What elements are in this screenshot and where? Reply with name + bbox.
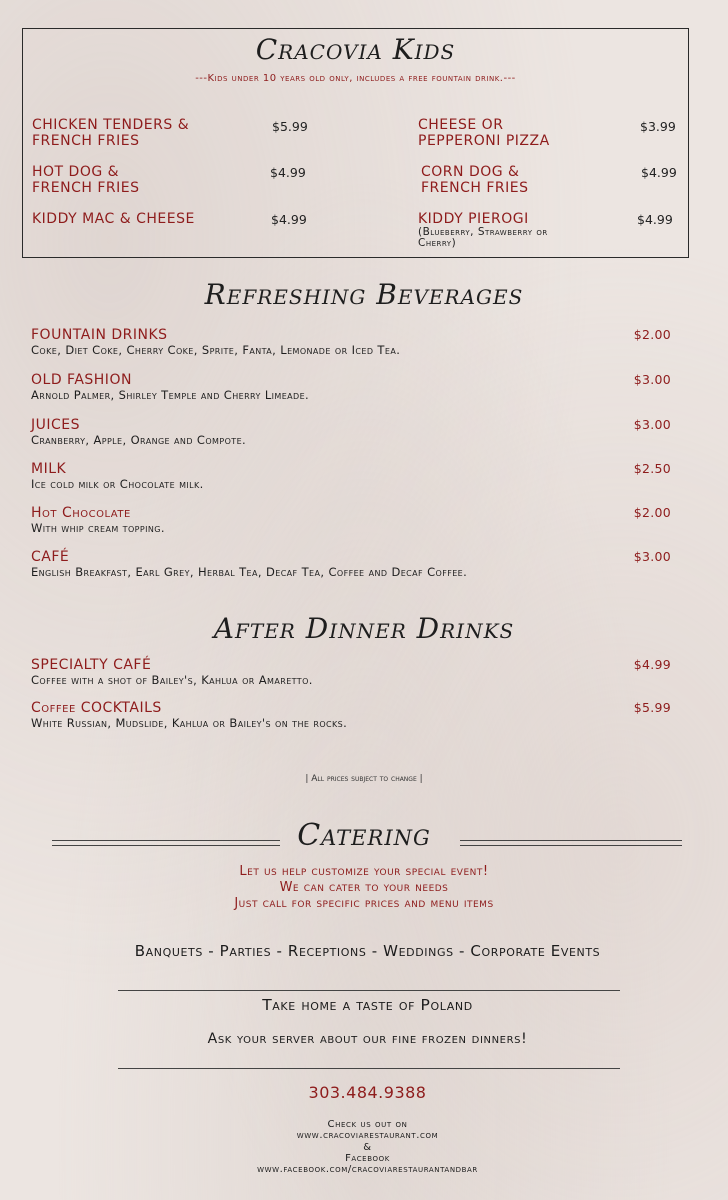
beverage-name: MILK (31, 461, 67, 477)
catering-line: Let us help customize your special event! (239, 864, 489, 879)
beverage-desc: Arnold Palmer, Shirley Temple and Cherry Limeade. (31, 388, 310, 402)
beverage-name: CAFÉ (31, 549, 70, 565)
kids-item-name: CORN DOG & (421, 164, 520, 180)
facebook-link[interactable]: www.facebook.com/cracoviarestaurantandbar (257, 1164, 478, 1175)
beverage-item (31, 461, 671, 491)
after-dinner-section-title: After Dinner Drinks (213, 612, 515, 645)
frozen-dinners-note: Ask your server about our fine frozen dinners! (207, 1031, 528, 1047)
kids-item-name: HOT DOG & (32, 164, 120, 180)
beverage-desc: English Breakfast, Earl Grey, Herbal Tea, Decaf Tea, Coffee and Decaf Coffee. (31, 565, 468, 579)
after-dinner-desc: Coffee with a shot of Bailey's, Kahlua or Amaretto. (31, 673, 313, 687)
beverage-price: $3.00 (633, 549, 671, 564)
after-dinner-name: SPECIALTY CAFÉ (31, 657, 152, 673)
kids-item-price: $5.99 (272, 119, 308, 134)
beverage-price: $2.50 (633, 461, 671, 476)
kids-item-price: $4.99 (637, 212, 673, 227)
beverage-price: $2.00 (633, 327, 671, 342)
kids-item-chicken-tenders (32, 117, 189, 149)
footer-ampersand: & (363, 1142, 372, 1153)
after-dinner-name: Coffee COCKTAILS (31, 700, 162, 716)
kids-item-name: FRENCH FRIES (421, 180, 529, 196)
kids-item-name: PEPPERONI PIZZA (418, 133, 550, 149)
kids-item-price: $3.99 (640, 119, 676, 134)
after-dinner-item (31, 700, 671, 730)
beverage-name: OLD FASHION (31, 372, 132, 388)
beverage-item (31, 549, 671, 579)
kids-item-corn-dog (421, 164, 529, 196)
catering-section-title: Catering (297, 818, 431, 853)
beverage-desc: Ice cold milk or Chocolate milk. (31, 477, 204, 491)
beverage-item (31, 327, 671, 357)
website-link[interactable]: www.cracoviarestaurant.com (296, 1130, 439, 1141)
kids-item-name: FRENCH FRIES (32, 180, 140, 196)
beverage-desc: With whip cream topping. (31, 521, 165, 535)
kids-item-price: $4.99 (271, 212, 307, 227)
kids-item-mac-cheese (32, 211, 195, 227)
kids-item-hot-dog (32, 164, 140, 196)
kids-subtitle: ---Kids under 10 years old only, includes a free fountain drink.--- (195, 73, 516, 84)
kids-item-price: $4.99 (270, 165, 306, 180)
kids-item-pierogi (418, 211, 548, 249)
beverage-price: $2.00 (633, 505, 671, 520)
kids-item-pizza (418, 117, 550, 149)
beverage-desc: Cranberry, Apple, Orange and Compote. (31, 433, 247, 447)
kids-menu-box (22, 28, 689, 258)
divider (118, 990, 620, 991)
phone-number[interactable]: 303.484.9388 (308, 1083, 427, 1102)
catering-line: Just call for specific prices and menu items (234, 896, 494, 911)
kids-section-title: Cracovia Kids (255, 33, 456, 66)
footer-check-us: Check us out on (327, 1119, 408, 1130)
kids-item-name: FRENCH FRIES (32, 133, 140, 149)
beverage-item (31, 417, 671, 447)
kids-item-price: $4.99 (641, 165, 677, 180)
kids-item-note: (Blueberry, Strawberry or (418, 226, 548, 238)
footer-facebook-label: Facebook (345, 1153, 390, 1164)
kids-item-name: CHICKEN TENDERS & (32, 117, 190, 133)
beverage-name: Hot Chocolate (31, 505, 131, 521)
after-dinner-desc: White Russian, Mudslide, Kahlua or Bailey's on the rocks. (31, 716, 348, 730)
after-dinner-price: $5.99 (633, 700, 671, 715)
after-dinner-price: $4.99 (633, 657, 671, 672)
catering-events: Banquets - Parties - Receptions - Weddings - Corporate Events (134, 942, 601, 960)
beverage-price: $3.00 (633, 417, 671, 432)
kids-item-note: Cherry) (418, 237, 457, 249)
beverage-price: $3.00 (633, 372, 671, 387)
take-home-heading: Take home a taste of Poland (262, 996, 473, 1014)
beverage-name: FOUNTAIN DRINKS (31, 327, 168, 343)
beverage-name: JUICES (31, 417, 81, 433)
catering-line: We can cater to your needs (279, 880, 449, 895)
beverage-item (31, 505, 671, 535)
divider (118, 1068, 620, 1069)
after-dinner-item (31, 657, 671, 687)
beverages-section-title: Refreshing Beverages (204, 278, 524, 311)
price-disclaimer: | All prices subject to change | (305, 774, 423, 784)
kids-item-name: KIDDY PIEROGI (418, 211, 529, 227)
kids-item-name: KIDDY MAC & CHEESE (32, 211, 195, 227)
kids-item-name: CHEESE OR (418, 117, 504, 133)
beverage-item (31, 372, 671, 402)
beverage-desc: Coke, Diet Coke, Cherry Coke, Sprite, Fanta, Lemonade or Iced Tea. (31, 343, 401, 357)
